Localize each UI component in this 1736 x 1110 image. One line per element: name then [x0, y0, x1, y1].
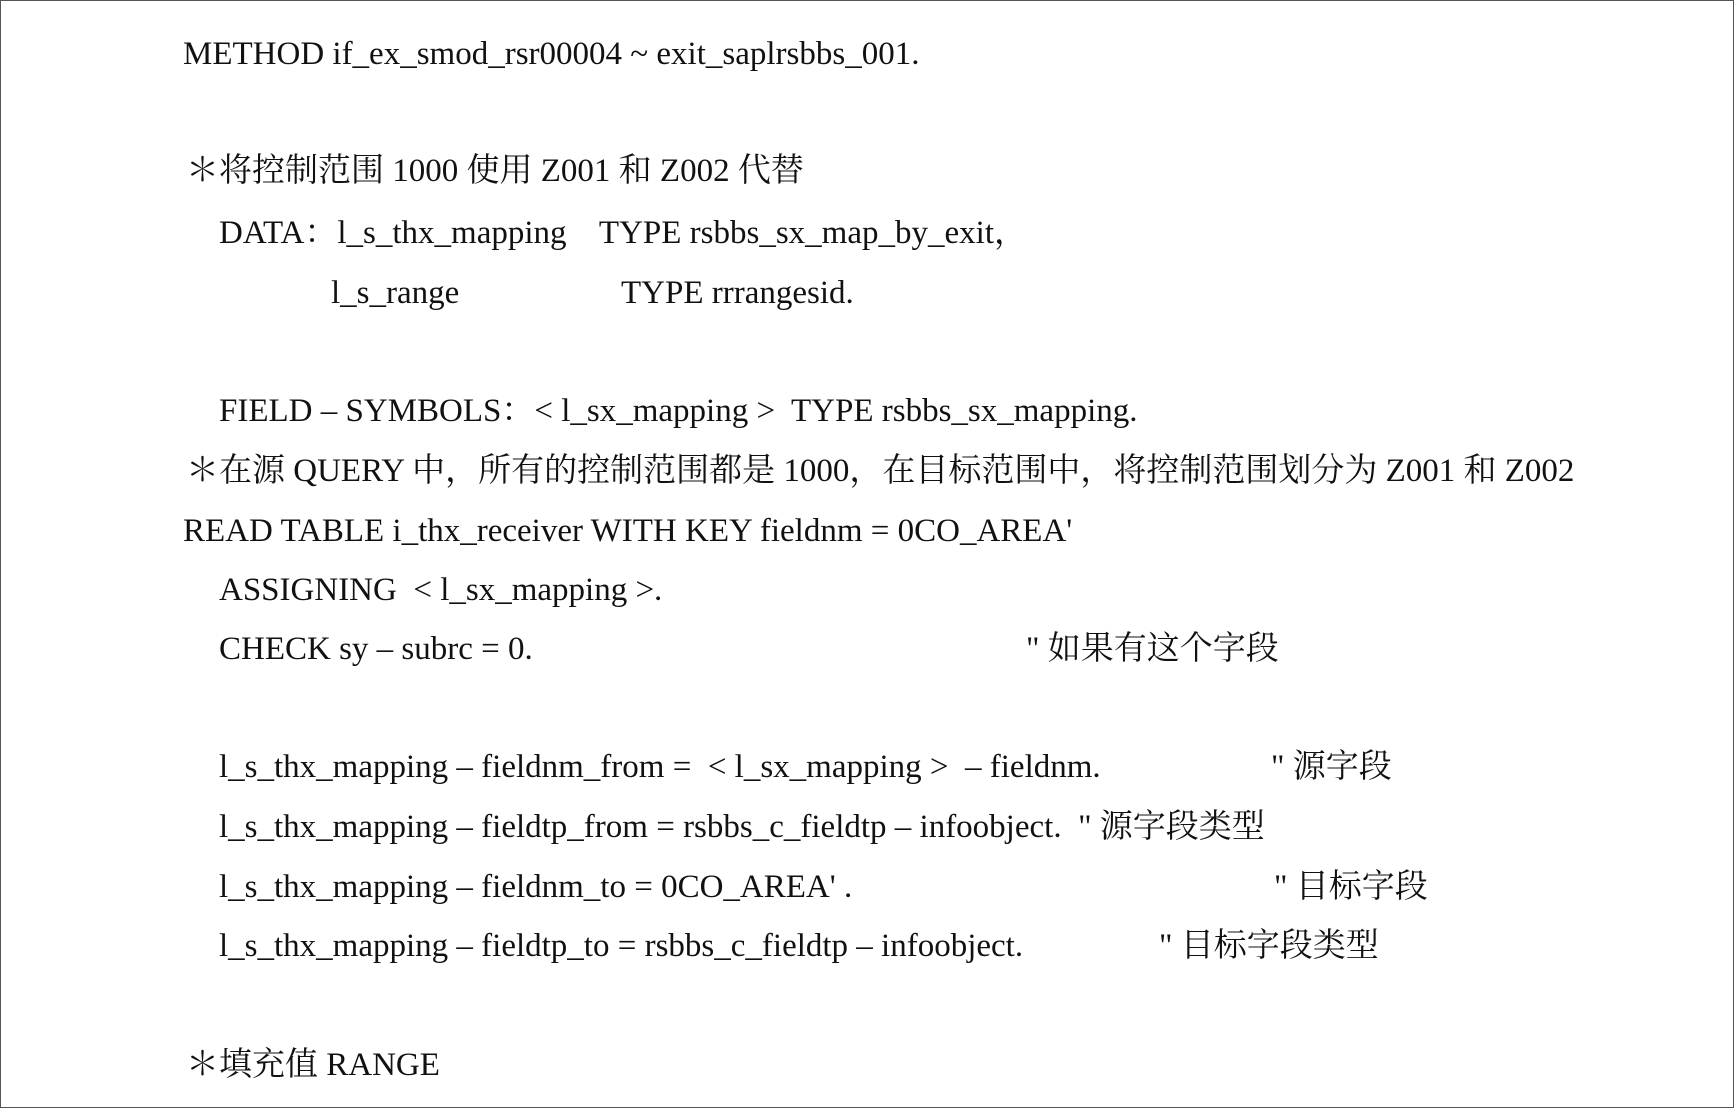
- code-line-method: METHOD if_ex_smod_rsr00004 ~ exit_saplrsbbs_001.: [183, 36, 920, 72]
- code-line-fieldnm-to: l_s_thx_mapping – fieldnm_to = 0CO_AREA' .: [219, 869, 853, 905]
- code-line-check: CHECK sy – subrc = 0.: [219, 631, 533, 667]
- code-comment-control-area: ＊将控制范围 1000 使用 Z001 和 Z002 代替: [186, 153, 804, 189]
- code-line-read-table: READ TABLE i_thx_receiver WITH KEY fieldnm = 0CO_AREA': [183, 513, 1073, 549]
- code-comment-target-field: " 目标字段: [1274, 869, 1428, 905]
- code-comment-source-query: ＊在源 QUERY 中，所有的控制范围都是 1000，在目标范围中，将控制范围划分为 Z001 和 Z002: [186, 453, 1575, 489]
- code-line-fieldnm-from: l_s_thx_mapping – fieldnm_from = < l_sx_mapping > – fieldnm.: [219, 749, 1101, 785]
- code-comment-fill-range: ＊填充值 RANGE: [186, 1047, 440, 1083]
- code-line-field-symbols: FIELD – SYMBOLS：< l_sx_mapping > TYPE rsbbs_sx_mapping.: [219, 393, 1138, 429]
- code-line-assigning: ASSIGNING < l_sx_mapping >.: [219, 572, 663, 608]
- code-comment-field-exists: " 如果有这个字段: [1026, 631, 1279, 667]
- code-comment-source-field: " 源字段: [1271, 749, 1392, 785]
- code-line-fieldtp-to: l_s_thx_mapping – fieldtp_to = rsbbs_c_fieldtp – infoobject.: [219, 928, 1024, 964]
- code-line-fieldtp-from: l_s_thx_mapping – fieldtp_from = rsbbs_c_fieldtp – infoobject. " 源字段类型: [219, 809, 1265, 845]
- code-line-range-var: l_s_range: [331, 275, 460, 311]
- code-line-data-mapping: DATA：l_s_thx_mapping TYPE rsbbs_sx_map_by_exit，: [219, 215, 1027, 251]
- code-comment-target-field-type: " 目标字段类型: [1159, 928, 1379, 964]
- code-line-range-type: TYPE rrrangesid.: [621, 275, 854, 311]
